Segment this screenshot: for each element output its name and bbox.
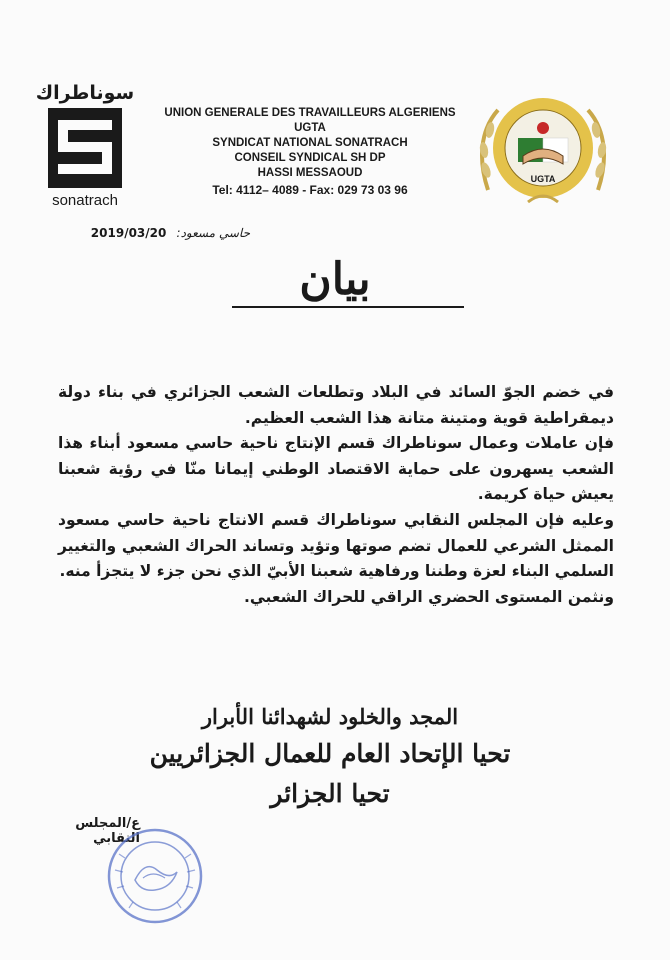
date-label: حاسي مسعود: [176, 226, 250, 240]
closing-slogans [30, 700, 630, 814]
signature-line: ع/المجلس النقابي [75, 816, 140, 846]
paragraph-2: فإن عاملات وعمال سوناطراك قسم الإنتاج ناحية حاسي مسعود أبناء هذا الشعب يسهرون على حماية الاقتصاد الوطني إيمانا منّا في رؤية شعبنا يعيش حياة كريمة. [58, 434, 614, 504]
letterhead-line-4: CONSEIL SYNDICAL SH DP [234, 152, 386, 164]
letterhead-line-5: HASSI MESSAOUD [257, 167, 363, 179]
slogan-martyrs: المجد والخلود لشهدائنا الأبرار [201, 704, 459, 729]
statement-body [58, 380, 614, 610]
title-underline [232, 306, 464, 308]
official-stamp-icon [95, 820, 215, 930]
letterhead-contact: Tel: 4112– 4089 - Fax: 029 73 03 96 [212, 183, 408, 197]
sonatrach-logo [30, 82, 140, 209]
slogan-union: تحيا الإتحاد العام للعمال الجزائريين [149, 739, 511, 768]
sonatrach-mark-icon [48, 108, 122, 188]
date-value: 2019/03/20 [90, 226, 167, 240]
date-line [50, 226, 250, 240]
sonatrach-latin-name: sonatrach [52, 192, 118, 209]
emblem-label: UGTA [530, 174, 556, 184]
letterhead-line-3: SYNDICAT NATIONAL SONATRACH [212, 137, 408, 149]
document-title: بيان [299, 254, 371, 305]
sonatrach-arabic-name: سوناطراك [35, 82, 135, 104]
letterhead-line-1: UNION GENERALE DES TRAVAILLEURS ALGERIENS [164, 107, 456, 119]
paragraph-1: في خضم الجوّ السائد في البلاد وتطلعات الشعب الجزائري في بناء دولة ديمقراطية قوية ومتينة متانة هذا الشعب العظيم. [58, 383, 614, 427]
paragraph-3: وعليه فإن المجلس النقابي سوناطراك قسم الانتاج ناحية حاسي مسعود الممثل الشرعي للعمال تضم صوتها وتؤيد وتساند الحراك الشعبي والتغيير السلمي البناء لعزة وطننا ورفاهية شعبنا الأبيّ الذي نحن جزء لا يتجزأ منه. [58, 510, 614, 581]
letterhead-line-2: UGTA [294, 122, 326, 134]
ugta-emblem-icon [468, 90, 618, 210]
slogan-algeria: تحيا الجزائر [270, 779, 390, 808]
letterhead [150, 106, 470, 198]
paragraph-4: ونثمن المستوى الحضري الراقي للحراك الشعبي. [243, 587, 614, 606]
